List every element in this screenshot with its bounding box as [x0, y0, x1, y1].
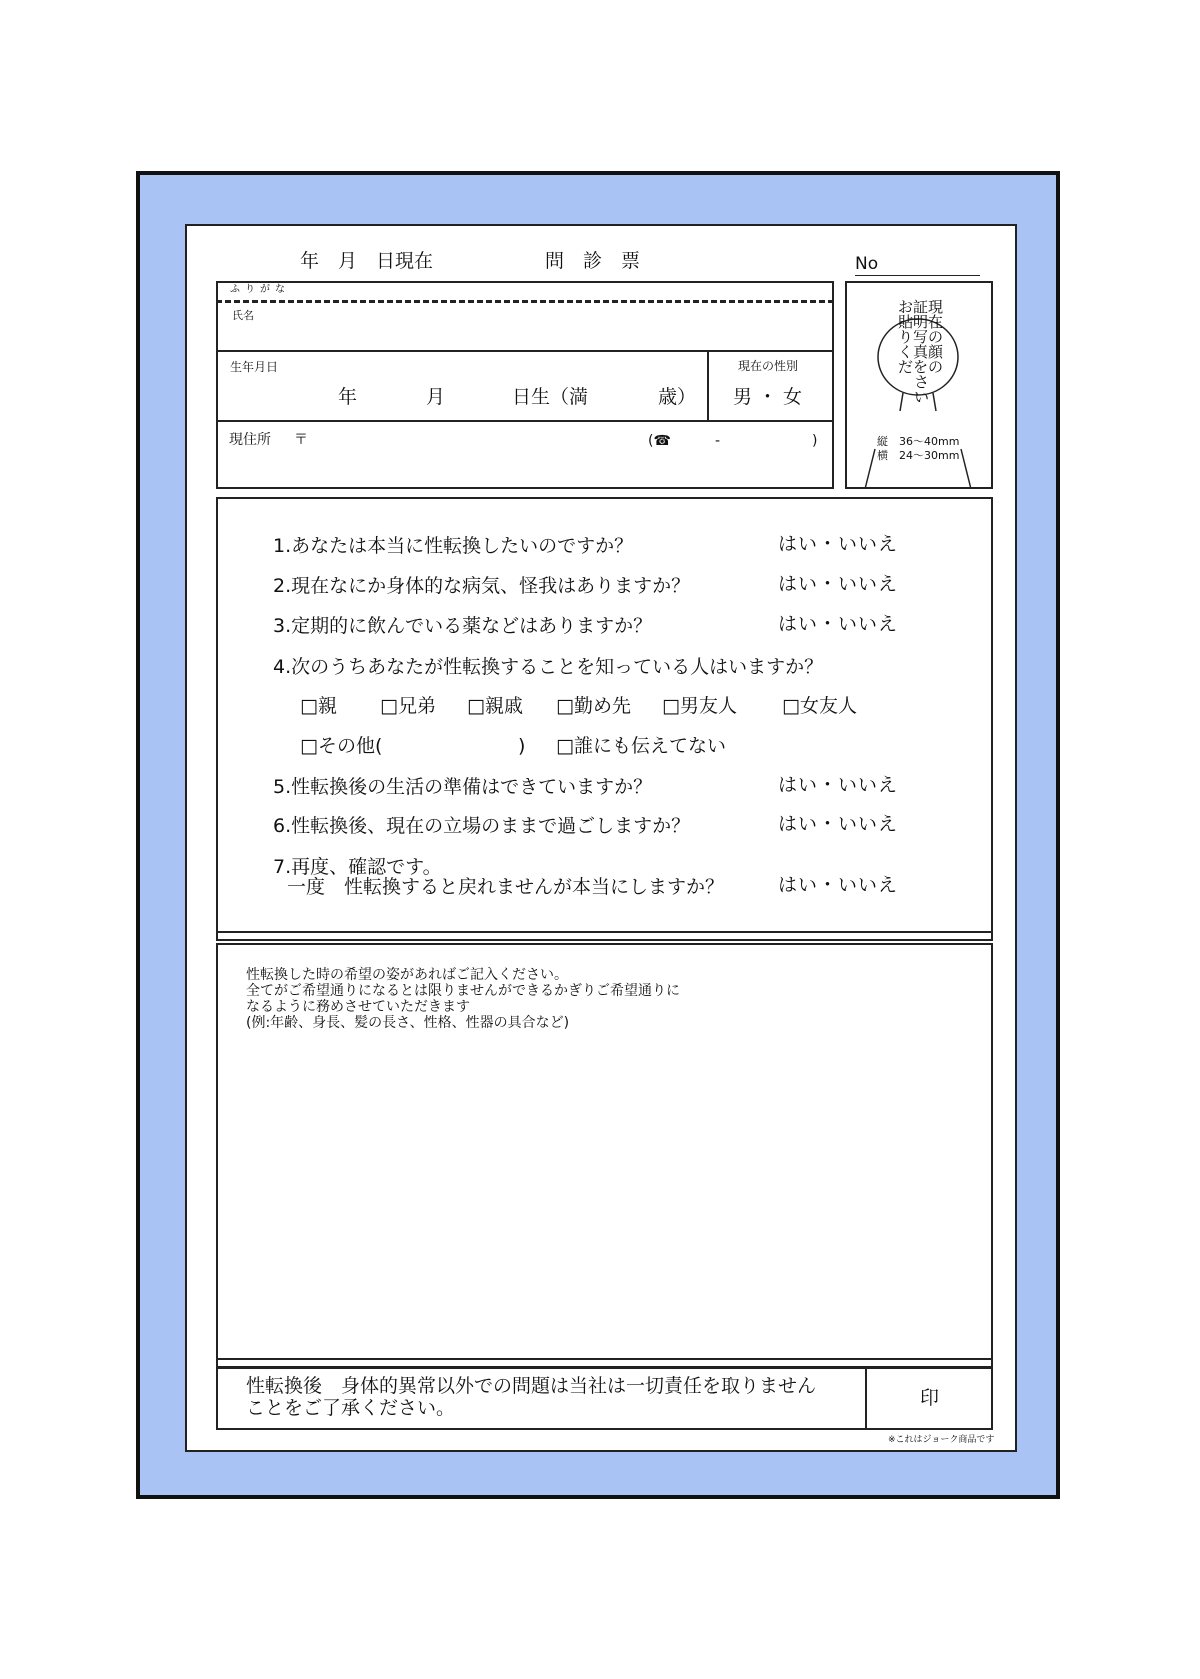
address-label: 現住所	[229, 432, 271, 448]
postal-mark: 〒	[294, 432, 308, 448]
wish-line-1: 性転換した時の希望の姿があればご記入ください。	[246, 967, 568, 983]
no-underline	[855, 275, 980, 276]
date-line: 年 月 日現在	[300, 250, 434, 272]
address-field[interactable]	[310, 426, 640, 481]
checkbox-male-friend[interactable]: □男友人	[662, 695, 737, 717]
checkbox-relatives[interactable]: □親戚	[467, 695, 523, 717]
name-field[interactable]	[218, 322, 758, 352]
gender-divider	[707, 350, 709, 421]
disclaimer-line-1: 性転換後 身体的異常以外での問題は当社は一切責任を取りません	[246, 1375, 817, 1397]
checkbox-workplace[interactable]: □勤め先	[556, 695, 631, 717]
phone-open: (☎	[648, 433, 671, 449]
question-1: 1.あなたは本当に性転換したいのですか？	[273, 535, 634, 557]
checkbox-parents[interactable]: □親	[300, 695, 337, 717]
phone-close: )	[812, 433, 818, 449]
gender-options[interactable]: 男・女	[733, 386, 809, 408]
answer-2[interactable]: はい・いいえ	[778, 573, 899, 595]
checkbox-told-nobody[interactable]: □誰にも伝えてない	[556, 735, 726, 757]
questions-double-line	[216, 931, 993, 933]
photo-size-vertical: 縦 36〜40mm	[877, 435, 960, 448]
question-6: 6.性転換後、現在の立場のままで過ごしますか？	[273, 815, 691, 837]
seal-label: 印	[920, 1387, 940, 1409]
birth-year: 年	[338, 386, 358, 408]
question-7-line-2: 一度 性転換すると戻れませんが本当にしますか？	[287, 876, 725, 898]
question-4: 4.次のうちあなたが性転換することを知っている人はいますか？	[273, 656, 824, 678]
checkbox-female-friend[interactable]: □女友人	[782, 695, 857, 717]
answer-5[interactable]: はい・いいえ	[778, 774, 899, 796]
other-close-paren: )	[518, 735, 526, 757]
question-3: 3.定期的に飲んでいる薬などはありますか？	[273, 615, 653, 637]
answer-3[interactable]: はい・いいえ	[778, 613, 899, 635]
question-5: 5.性転換後の生活の準備はできていますか？	[273, 776, 653, 798]
furigana-divider	[216, 300, 834, 303]
row-divider-1	[216, 350, 834, 352]
no-label: No	[855, 254, 879, 274]
checkbox-siblings[interactable]: □兄弟	[380, 695, 436, 717]
birth-label: 生年月日	[230, 360, 279, 374]
birth-month: 月	[426, 386, 446, 408]
row-divider-2	[216, 420, 834, 422]
furigana-label: ふりがな	[230, 284, 290, 295]
wish-line-2: 全てがご希望通りになるとは限りませんができるかぎりご希望通りに	[246, 983, 680, 999]
birth-date-field[interactable]	[218, 376, 706, 416]
answer-6[interactable]: はい・いいえ	[778, 813, 899, 835]
disclaimer-line-2: ことをご了承ください。	[246, 1397, 456, 1419]
answer-1[interactable]: はい・いいえ	[778, 533, 899, 555]
name-label: 氏名	[232, 309, 254, 322]
question-7-line-1: 7.再度、確認です。	[273, 856, 442, 878]
photo-instructions: お証現 貼明在 り写の く真顔 だをの さ い	[898, 298, 944, 406]
other-input[interactable]	[388, 733, 514, 757]
question-2: 2.現在なにか身体的な病気、怪我はありますか？	[273, 575, 691, 597]
seal-field[interactable]	[867, 1368, 991, 1428]
answer-7[interactable]: はい・いいえ	[778, 874, 899, 896]
gender-label: 現在の性別	[738, 359, 799, 373]
wish-line-3: なるように務めさせていただきます	[246, 999, 470, 1015]
age-close: 歳）	[658, 386, 697, 408]
footnote: ※これはジョーク商品です	[888, 1435, 995, 1445]
phone-dash: -	[715, 433, 721, 449]
form-title: 問 診 票	[545, 250, 641, 272]
phone-field[interactable]	[672, 428, 808, 450]
wish-double-line	[216, 1358, 993, 1360]
checkbox-other[interactable]: □その他(	[300, 735, 383, 757]
photo-size-horizontal: 横 24〜30mm	[877, 449, 960, 462]
birth-day-age: 日生（満	[512, 386, 589, 408]
wish-line-4: (例:年齢、身長、髪の長さ、性格、性器の具合など)	[246, 1015, 570, 1031]
